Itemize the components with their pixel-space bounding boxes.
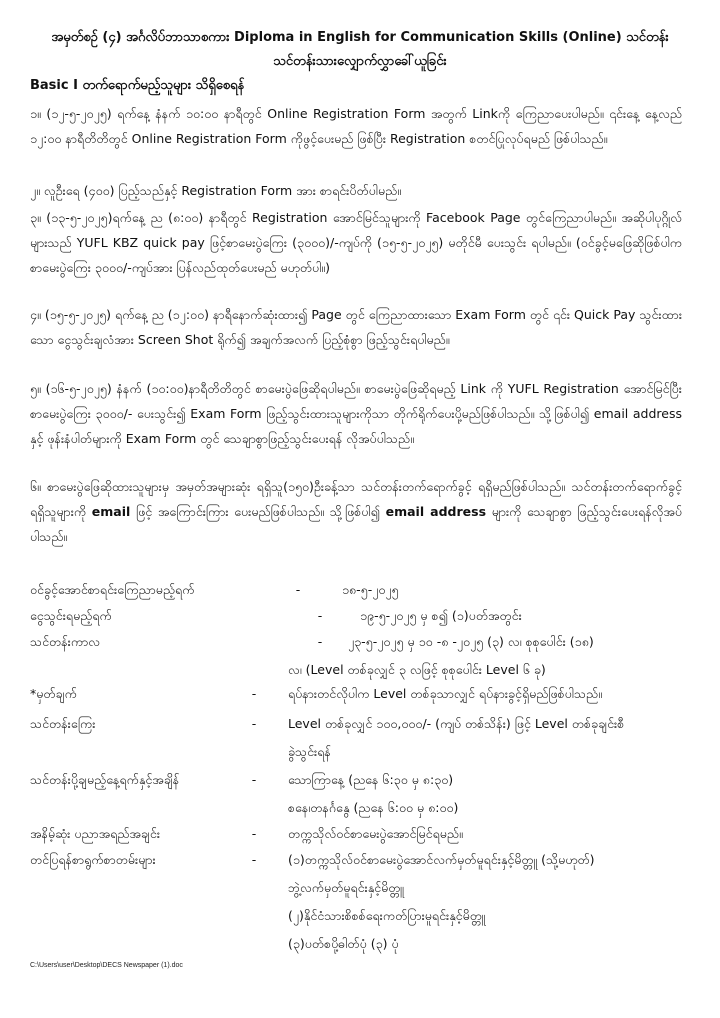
row-value-line: တက္ကသိုလ်ဝင်စာမေးပွဲအောင်မြင်ရမည်။ xyxy=(288,826,463,841)
row-value xyxy=(288,820,463,848)
row-value-line: Level တစ်ခုလျှင် ၁၀၀,၀၀၀/- (ကျပ် တစ်သိန်း) ဖြင့် Level တစ်ခုချင်းစီ xyxy=(288,716,625,731)
row-value xyxy=(288,680,602,708)
row-value xyxy=(342,576,399,604)
row-value-line: (၂)နိုင်ငံသားစိစစ်ရေးကတ်ပြားမူရင်းနှင့်မိတ္တူ xyxy=(288,908,486,923)
row-value-line: ၂၃-၅-၂၀၂၅ မှ ၁၀ -၈ -၂၀၂၅ (၃) လ၊ စုစုပေါင်း (၁၈) xyxy=(348,634,594,649)
row-dash: - xyxy=(251,852,257,867)
document-subtitle: သင်တန်းသားလျှောက်လွှာခေါ်ယူခြင်း xyxy=(273,54,447,69)
row-value-line: စနေ၊တနင်္ဂနွေ (ညနေ ၆:၀၀ မှ ၈:၀၀) xyxy=(288,800,459,815)
row-dash: - xyxy=(251,716,257,731)
paragraph-4: ၄။ (၁၅-၅-၂၀၂၅) ရက်နေ့ ည (၁၂:၀၀) နာရီနောက်ဆုံးထား၍ Page တွင် ကြေညာထားသော Exam Form တွင် ၎င်း Quick Pay သွင်းထားသော ငွေသွင်းချလံအား Screen Shot ရိုက်၍ အချက်အလက် ပြည့်စုံစွာ ဖြည့်သွင်းရပါမည်။ xyxy=(30,307,682,347)
document-title: အမှတ်စဉ် (၄) အင်္ဂလိပ်ဘာသာစကား Diploma in English for Communication Skills (Online) သင်တန်း xyxy=(51,30,669,45)
row-dash: - xyxy=(295,582,301,597)
email-address-emphasis: email address xyxy=(385,504,487,519)
row-label: သင်တန်းပို့ချမည့်နေ့ရက်နှင့်အချိန် xyxy=(30,772,180,787)
row-value xyxy=(288,628,594,684)
paragraph-1: ၁။ (၁၂-၅-၂၀၂၅) ရက်နေ့ နံနက် ၁၀:၀၀ နာရီတွင် Online Registration Form အတွက် Linkကို ကြေညာပေးပါမည်။ ၎င်းနေ့ နေ့လည် ၁၂:၀၀ နာရီတိတိတွင် Online Registration Form ကိုဖွင့်ပေးမည် ဖြစ်ပြီး Registration စတင်ပြုလုပ်ရမည် ဖြစ်ပါသည်။ xyxy=(30,106,682,146)
row-value xyxy=(288,710,624,766)
paragraph-6 xyxy=(30,474,682,549)
row-value xyxy=(288,846,595,958)
file-path-footer: C:\Users\user\Desktop\DECS Newspaper (1).doc xyxy=(30,962,183,969)
row-value-line: ခွဲသွင်းရန် xyxy=(288,744,331,759)
row-label: သင်တန်းကာလ xyxy=(30,634,100,649)
row-label: ဝင်ခွင့်အောင်စာရင်းကြေညာမည့်ရက် xyxy=(30,582,195,597)
row-value-line: ရပ်နားတင်လိုပါက Level တစ်ခုသာလျှင် ရပ်နားခွင့်ရှိမည်ဖြစ်ပါသည်။ xyxy=(288,686,602,701)
email-emphasis: email xyxy=(91,504,131,519)
row-value-line: သောကြာနေ့ (ညနေ ၆:၃၀ မှ ၈:၃၀) xyxy=(288,772,454,787)
row-value-line: (၃)ပတ်စပို့ဓါတ်ပုံ (၃) ပုံ xyxy=(288,936,399,951)
row-value-line: ၁၈-၅-၂၀၂၅ xyxy=(342,582,399,597)
row-value-line: လ၊ (Level တစ်ခုလျှင် ၃ လဖြင့် စုစုပေါင်း Level ၆ ခု) xyxy=(288,662,546,677)
row-dash: - xyxy=(251,772,257,787)
row-dash: - xyxy=(251,826,257,841)
row-value-line: ဘွဲ့လက်မှတ်မူရင်းနှင့်မိတ္တူ xyxy=(288,880,405,895)
paragraph-6-text-b: ဖြင့် အကြောင်းကြား ပေးမည်ဖြစ်ပါသည်။ သို့ဖြစ်ပါ၍ xyxy=(130,504,386,519)
paragraph-3: ၃။ (၁၃-၅-၂၀၂၅)ရက်နေ့ ည (၈:၀၀) နာရီတွင် Registration အောင်မြင်သူများကို Facebook Page တွင်ကြေညာပါမည်။ အဆိုပါပုဂ္ဂိုလ်များသည် YUFL KBZ quick pay ဖြင့်စာမေးပွဲကြေး (၃၀၀၀)/-ကျပ်ကို (၁၅-၅-၂၀၂၅) မတိုင်မီ ပေးသွင်း ရပါမည်။ (ဝင်ခွင့်မဖြေဆိုဖြစ်ပါက စာမေးပွဲကြေး ၃၀၀၀/-ကျပ်အား ပြန်လည်ထုတ်ပေးမည် မဟုတ်ပါ။) xyxy=(30,210,682,275)
paragraph-2: ၂။ လူဦးရေ (၄၀၀) ပြည့်သည်နှင့် Registration Form အား စာရင်းပိတ်ပါမည်။ xyxy=(30,183,401,198)
row-value-line: ၁၉-၅-၂၀၂၅ မှ စ၍ (၁)ပတ်အတွင်း xyxy=(360,608,522,623)
row-value xyxy=(360,602,522,630)
paragraph-5: ၅။ (၁၆-၅-၂၀၂၅) နံနက် (၁၀:၀၀)နာရီတိတိတွင် စာမေးပွဲဖြေဆိုရပါမည်။ စာမေးပွဲဖြေဆိုရမည့် Link ကို YUFL Registration အောင်မြင်ပြီး စာမေးပွဲကြေး ၃၀၀၀/- ပေးသွင်း၍ Exam Form ဖြည့်သွင်းထားသူများကိုသာ တိုက်ရိုက်ပေးပို့မည်ဖြစ်ပါသည်။ သို့ဖြစ်ပါ၍ email address နှင့် ဖုန်းနံပါတ်များကို Exam Form တွင် သေချာစွာဖြည့်သွင်းပေးရန် လိုအပ်ပါသည်။ xyxy=(30,381,682,446)
row-dash: - xyxy=(317,608,323,623)
row-dash: - xyxy=(317,634,323,649)
section-heading: Basic I တက်ရောက်မည့်သူများ သိရှိစေရန် xyxy=(30,78,245,93)
row-label: *မှတ်ချက် xyxy=(30,686,77,701)
row-label: တင်ပြရန်စာရွက်စာတမ်းများ xyxy=(30,852,156,867)
paragraph-6-text-a: ၆။ စာမေးပွဲဖြေဆိုထားသူများမှ အမှတ်အများဆုံး ရရှိသူ(၁၅၀)ဦးခန့်သာ သင်တန်းတက်ရောက်ခွင့် ရရှိမည်ဖြစ်ပါသည်။ သင်တန်းတက်ရောက်ခွင့်ရရှိသူများကို xyxy=(30,479,682,519)
row-label: အနိမ့်ဆုံး ပညာအရည်အချင်း xyxy=(30,826,160,841)
row-value-line: (၁)တက္ကသိုလ်ဝင်စာမေးပွဲအောင်လက်မှတ်မူရင်းနှင့်မိတ္တူ (သို့မဟုတ်) xyxy=(288,852,595,867)
row-label: သင်တန်းကြေး xyxy=(30,716,96,731)
row-label: ငွေသွင်းရမည့်ရက် xyxy=(30,608,112,623)
row-value xyxy=(288,766,458,822)
paragraph-6-text-c: များကို သေချာစွာ ဖြည့်သွင်းပေးရန်လိုအပ်ပါသည်။ xyxy=(30,504,683,544)
row-dash: - xyxy=(251,686,257,701)
